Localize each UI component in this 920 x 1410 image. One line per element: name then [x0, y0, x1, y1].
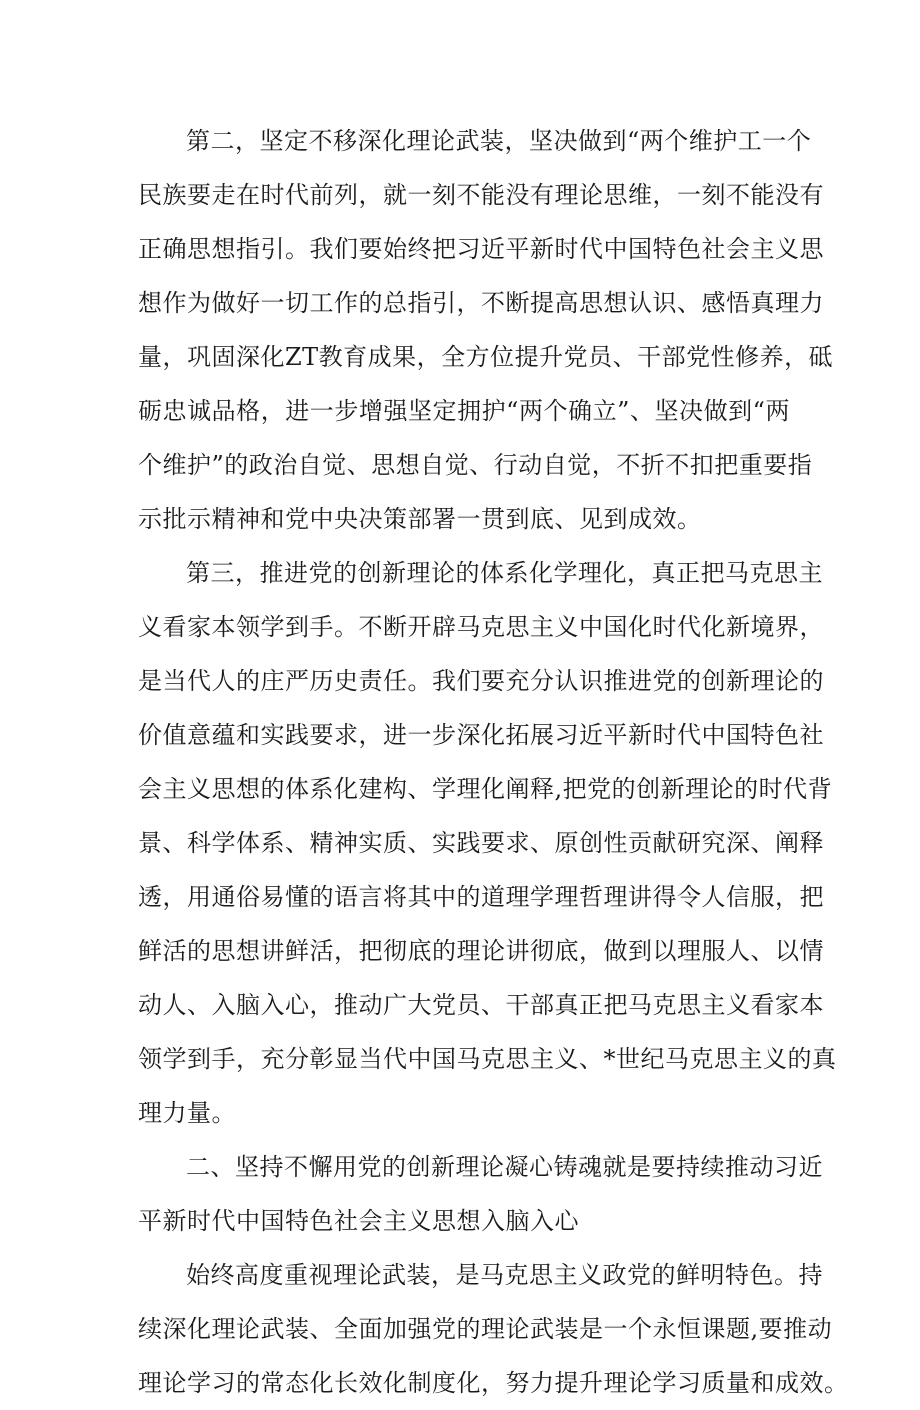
paragraph-line: 续深化理论武装、全面加强党的理论武装是一个永恒课题,要推动 — [138, 1315, 833, 1343]
paragraph-line: 示批示精神和党中央决策部署一贯到底、见到成效。 — [138, 505, 702, 533]
paragraph-line: 鲜活的思想讲鲜活，把彻底的理论讲彻底，做到以理服人、以情 — [138, 937, 824, 965]
paragraph-line: 正确思想指引。我们要始终把习近平新时代中国特色社会主义思 — [138, 235, 824, 263]
paragraph-line: 始终高度重视理论武装，是马克思主义政党的鲜明特色。持 — [186, 1261, 823, 1289]
paragraph-line: 景、科学体系、精神实质、实践要求、原创性贡献研究深、阐释 — [138, 829, 824, 857]
section-heading-line: 平新时代中国特色社会主义思想入脑入心 — [138, 1207, 579, 1235]
paragraph-line: 领学到手，充分彰显当代中国马克思主义、*世纪马克思主义的真 — [138, 1045, 837, 1073]
section-heading-line: 二、坚持不懈用党的创新理论凝心铸魂就是要持续推动习近 — [186, 1153, 823, 1181]
paragraph-line: 第二，坚定不移深化理论武装，坚决做到“两个维护工一个 — [186, 127, 812, 155]
paragraph-line: 义看家本领学到手。不断开辟马克思主义中国化时代化新境界， — [138, 613, 824, 641]
paragraph-line: 理力量。 — [138, 1099, 236, 1127]
paragraph-line: 量，巩固深化ZT教育成果，全方位提升党员、干部党性修养，砥 — [138, 343, 834, 371]
paragraph-line: 第三，推进党的创新理论的体系化学理化，真正把马克思主 — [186, 559, 823, 587]
paragraph-line: 砺忠诚品格，进一步增强坚定拥护“两个确立”、坚决做到“两 — [138, 397, 790, 425]
document-body — [138, 114, 849, 1410]
paragraph-line: 是当代人的庄严历史责任。我们要充分认识推进党的创新理论的 — [138, 667, 824, 695]
paragraph-line: 想作为做好一切工作的总指引，不断提高思想认识、感悟真理力 — [138, 289, 824, 317]
paragraph-line: 民族要走在时代前列，就一刻不能没有理论思维，一刻不能没有 — [138, 181, 824, 209]
paragraph-line: 理论学习的常态化长效化制度化，努力提升理论学习质量和成效。 — [138, 1369, 849, 1397]
paragraph-line: 会主义思想的体系化建构、学理化阐释,把党的创新理论的时代背 — [138, 775, 833, 803]
paragraph-line: 价值意蕴和实践要求，进一步深化拓展习近平新时代中国特色社 — [138, 721, 824, 749]
paragraph-line: 动人、入脑入心，推动广大党员、干部真正把马克思主义看家本 — [138, 991, 824, 1019]
paragraph-line: 透，用通俗易懂的语言将其中的道理学理哲理讲得令人信服，把 — [138, 883, 824, 911]
paragraph-line: 个维护”的政治自觉、思想自觉、行动自觉，不折不扣把重要指 — [138, 451, 813, 479]
